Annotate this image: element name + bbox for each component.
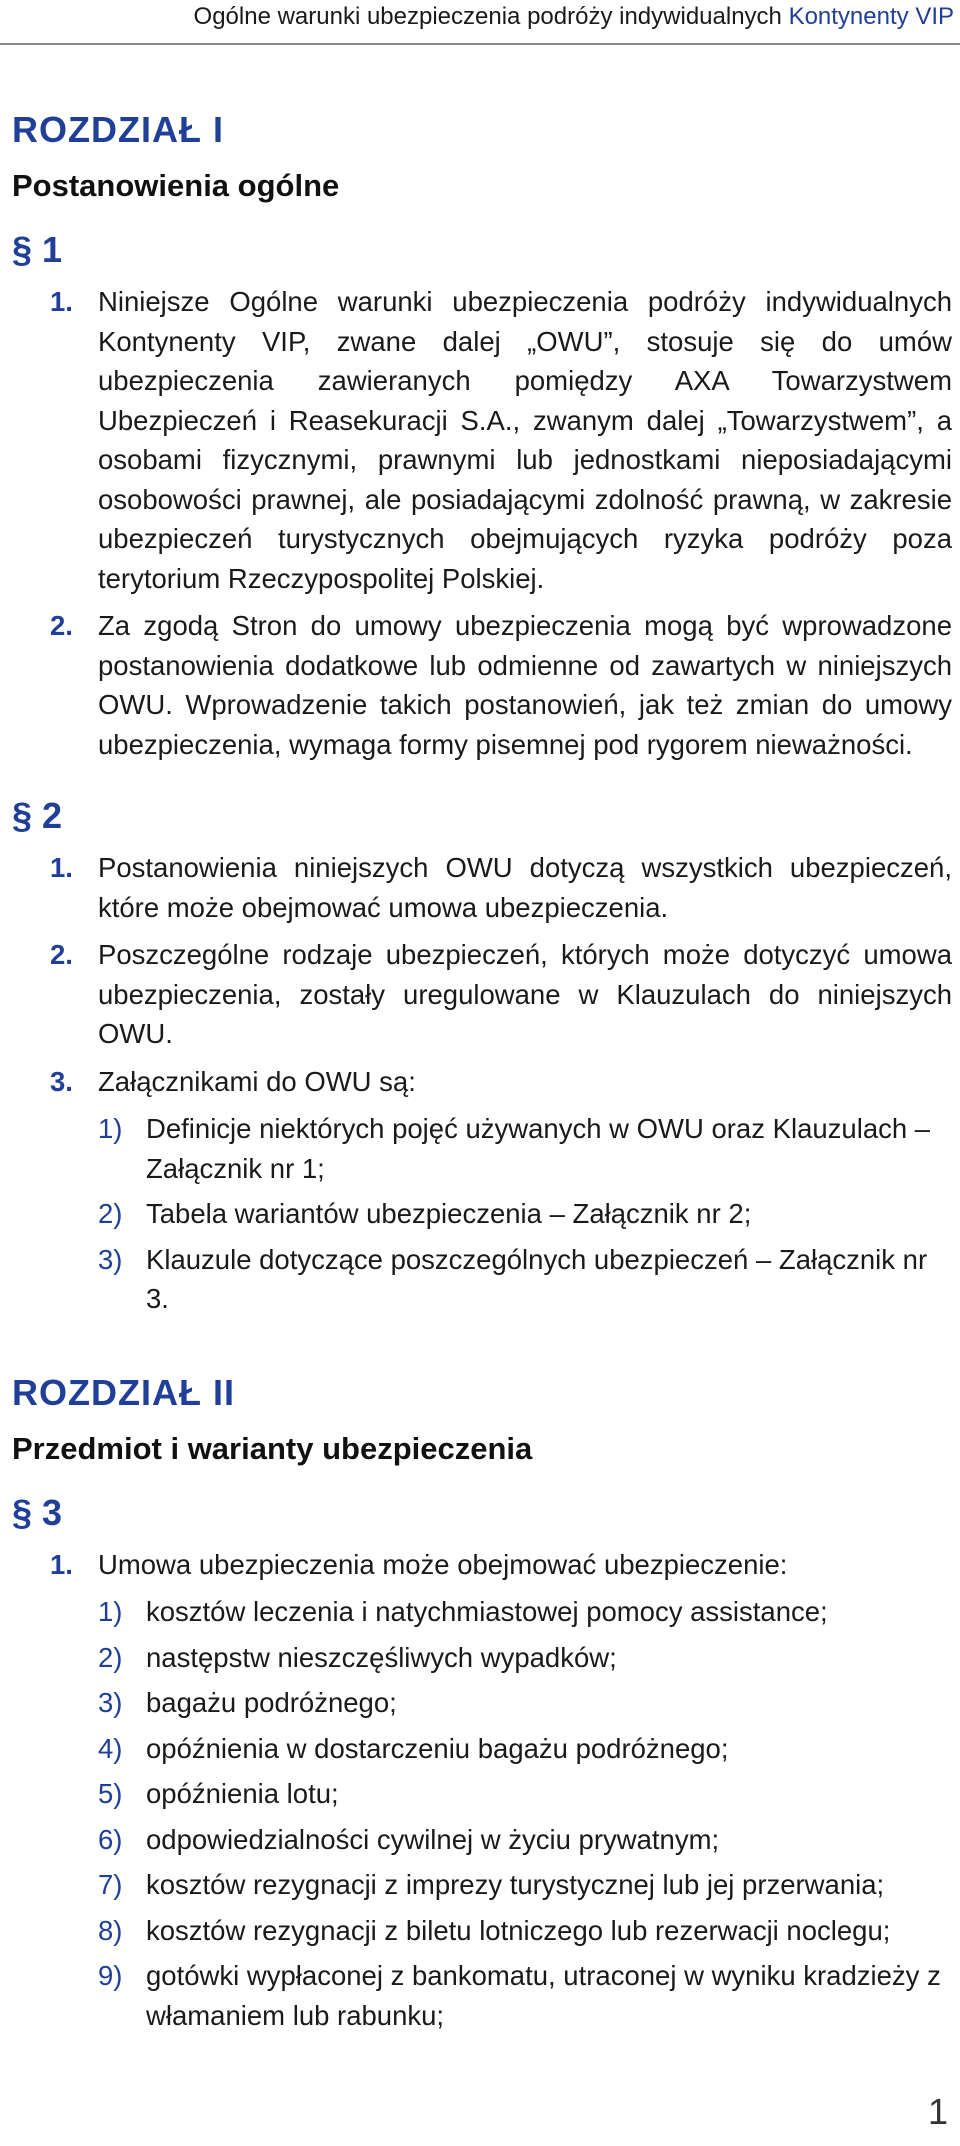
running-header [0,0,960,45]
item-text: opóźnienia w dostarczeniu bagażu podróżnego; [146,1732,729,1764]
paragraph-text: Za zgodą Stron do umowy ubezpieczenia mogą być wprowadzone postanowienia dodatkowe lub odmienne od zawartych w niniejszych OWU. Wprowadzenie takich postanowień, jak też zmian do umowy ubezpieczenia, wymaga formy pisemnej pod rygorem nieważności. [98,610,952,760]
paragraph-number: 1. [50,286,73,317]
item-text: bagażu podróżnego; [146,1687,397,1718]
chapter-1-title: ROZDZIAŁ I [12,109,224,150]
item-number: 3) [98,1687,123,1718]
item-number: 2) [98,1198,123,1229]
header-product-name: Kontynenty VIP [788,3,954,30]
document-body [12,108,952,2041]
coverage-item [12,1956,952,2035]
coverage-item [12,1774,952,1814]
item-text: kosztów rezygnacji z biletu lotniczego lub rezerwacji noclegu; [146,1914,891,1946]
chapter-2-subtitle: Przedmiot i warianty ubezpieczenia [12,1430,533,1466]
paragraph-text: Niniejsze Ogólne warunki ubezpieczenia podróży indywidualnych Kontynenty VIP, zwane dalej „OWU”, stosuje się do umów ubezpieczenia zawieranych pomiędzy AXA Towarzystwem Ubezpieczeń i Reasekuracji S.A., zwanym dalej „Towarzystwem”, a osobami fizycznymi, prawnymi lub jednostkami nieposiadającymi osobowości prawnej, ale posiadającymi zdolność prawną, w zakresie ubezpieczeń turystycznych obejmujących ryzyka podróży poza terytorium Rzeczypospolitej Polskiej. [98,286,952,594]
item-number: 8) [98,1914,123,1946]
coverage-item [12,1820,952,1860]
coverage-item [12,1638,952,1678]
section-2-paragraph-2 [12,935,952,1054]
paragraph-text: Umowa ubezpieczenia może obejmować ubezpieczenie: [98,1548,788,1580]
attachment-item [12,1194,952,1234]
coverage-item [12,1592,952,1632]
item-number: 1) [98,1596,123,1627]
section-3-label: § 3 [12,1491,63,1533]
item-text: Klauzule dotyczące poszczególnych ubezpieczeń – Załącznik nr 3. [146,1243,928,1314]
item-text: kosztów leczenia i natychmiastowej pomocy assistance; [146,1596,828,1627]
coverage-item [12,1911,952,1951]
item-text: odpowiedzialności cywilnej w życiu prywatnym; [146,1823,720,1855]
item-number: 9) [98,1960,123,1991]
item-number: 3) [98,1243,123,1275]
paragraph-text: Poszczególne rodzaje ubezpieczeń, których może dotyczyć umowa ubezpieczenia, zostały uregulowane w Klauzulach do niniejszych OWU. [98,939,952,1049]
section-1-paragraph-1 [12,282,952,598]
section-2-label: § 2 [12,795,63,836]
chapter-1-subtitle: Postanowienia ogólne [12,168,340,203]
section-1-paragraph-2 [12,606,952,764]
section-1-label: § 1 [12,229,63,270]
coverage-item [12,1729,952,1769]
coverage-item [12,1865,952,1905]
item-number: 5) [98,1778,123,1809]
item-text: następstw nieszczęśliwych wypadków; [146,1641,617,1673]
item-text: gotówki wypłaconej z bankomatu, utraconej w wyniku kradzieży z włamaniem lub rabunku; [146,1960,941,2031]
page-number: 1 [927,2091,948,2132]
coverage-item [12,1683,952,1723]
item-text: kosztów rezygnacji z imprezy turystycznej lub jej przerwania; [146,1869,885,1900]
section-3-paragraph-1 [12,1545,952,1585]
section-2-paragraph-1 [12,848,952,927]
item-number: 4) [98,1732,123,1764]
item-number: 1) [98,1113,123,1144]
item-text: opóźnienia lotu; [146,1778,339,1809]
paragraph-number: 2. [50,939,73,970]
item-number: 6) [98,1823,123,1855]
paragraph-text: Załącznikami do OWU są: [98,1065,416,1097]
paragraph-number: 3. [50,1065,73,1097]
section-2-paragraph-3 [12,1062,952,1102]
item-number: 7) [98,1869,123,1900]
paragraph-number: 1. [50,852,73,883]
item-text: Tabela wariantów ubezpieczenia – Załącznik nr 2; [146,1198,752,1229]
item-text: Definicje niektórych pojęć używanych w OWU oraz Klauzulach – Załącznik nr 1; [146,1113,931,1184]
paragraph-number: 1. [50,1548,73,1580]
attachment-item [12,1109,952,1188]
header-title: Ogólne warunki ubezpieczenia podróży indywidualnych [193,3,782,30]
paragraph-text: Postanowienia niniejszych OWU dotyczą wszystkich ubezpieczeń, które może obejmować umowa ubezpieczenia. [98,852,952,923]
chapter-2-title: ROZDZIAŁ II [12,1371,235,1413]
paragraph-number: 2. [50,610,73,641]
attachment-item [12,1240,952,1319]
item-number: 2) [98,1641,123,1673]
